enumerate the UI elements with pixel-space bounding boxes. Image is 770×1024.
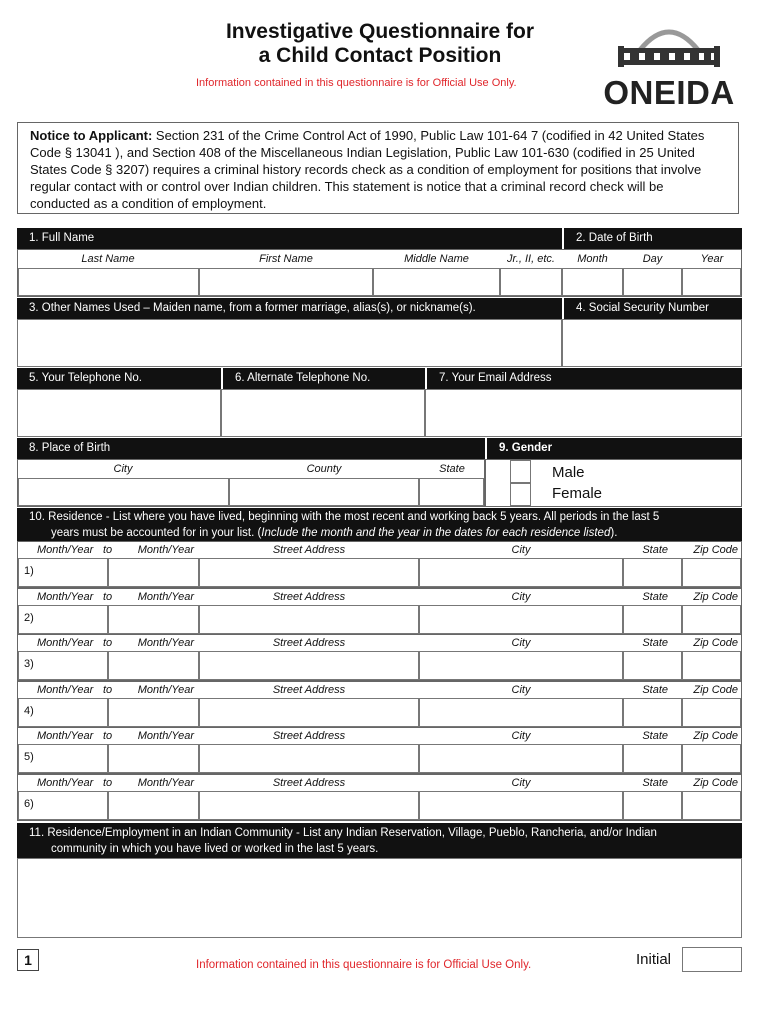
residence-state-label: State bbox=[642, 777, 668, 789]
residence-to-label: Month/Year bbox=[137, 684, 194, 696]
residence-to-input[interactable] bbox=[108, 558, 199, 587]
residence-street-input[interactable] bbox=[199, 791, 419, 820]
residence-street-label: Street Address bbox=[272, 684, 346, 696]
residence-street-label: Street Address bbox=[272, 777, 346, 789]
residence-city-label: City bbox=[511, 544, 531, 556]
residence-state-label: State bbox=[642, 591, 668, 603]
alt-telephone-input[interactable] bbox=[221, 389, 425, 437]
residence-street-label: Street Address bbox=[272, 591, 346, 603]
residence-row-number: 5) bbox=[24, 751, 34, 763]
middle-name-label: Middle Name bbox=[404, 253, 469, 265]
residence-state-label: State bbox=[642, 684, 668, 696]
residence-from-label: Month/Year bbox=[37, 637, 94, 649]
residence-to-input[interactable] bbox=[108, 651, 199, 680]
telephone-header: 5. Your Telephone No. bbox=[17, 368, 221, 389]
residence-to-input[interactable] bbox=[108, 698, 199, 727]
indian-community-header-line1: 11. Residence/Employment in an Indian Community - List any Indian Reservation, Village, Pueblo, Rancheria, and/or Indian bbox=[29, 827, 657, 839]
dob-header: 2. Date of Birth bbox=[562, 228, 742, 249]
birth-county-label: County bbox=[306, 463, 342, 475]
residence-state-input[interactable] bbox=[623, 651, 682, 680]
gender-female-label: Female bbox=[552, 485, 603, 502]
residence-street-input[interactable] bbox=[199, 744, 419, 773]
gender-male-checkbox[interactable] bbox=[510, 460, 531, 483]
residence-zip-input[interactable] bbox=[682, 558, 741, 587]
residence-to-label: Month/Year bbox=[137, 777, 194, 789]
residence-city-input[interactable] bbox=[419, 698, 623, 727]
residence-to-input[interactable] bbox=[108, 791, 199, 820]
residence-zip-input[interactable] bbox=[682, 791, 741, 820]
residence-zip-label: Zip Code bbox=[693, 544, 738, 556]
residence-street-input[interactable] bbox=[199, 651, 419, 680]
ssn-header: 4. Social Security Number bbox=[562, 298, 742, 319]
middle-name-input[interactable] bbox=[373, 268, 500, 296]
residence-city-input[interactable] bbox=[419, 605, 623, 634]
residence-state-label: State bbox=[642, 730, 668, 742]
dob-year-input[interactable] bbox=[682, 268, 741, 296]
residence-zip-label: Zip Code bbox=[693, 777, 738, 789]
residence-zip-label: Zip Code bbox=[693, 730, 738, 742]
residence-zip-input[interactable] bbox=[682, 698, 741, 727]
birth-city-label: City bbox=[113, 463, 133, 475]
other-names-header: 3. Other Names Used – Maiden name, from a former marriage, alias(s), or nickname(s). bbox=[17, 298, 562, 319]
title-line-2: a Child Contact Position bbox=[258, 44, 502, 67]
residence-zip-input[interactable] bbox=[682, 744, 741, 773]
residence-street-input[interactable] bbox=[199, 558, 419, 587]
suffix-label: Jr., II, etc. bbox=[507, 253, 555, 265]
other-names-input[interactable] bbox=[17, 319, 562, 367]
indian-community-header-line2: community in which you have lived or worked in the last 5 years. bbox=[51, 843, 379, 855]
dob-day-label: Day bbox=[642, 253, 663, 265]
footer-official-use-notice: Information contained in this questionnaire is for Official Use Only. bbox=[196, 959, 532, 971]
initial-label: Initial bbox=[636, 951, 672, 968]
residence-city-input[interactable] bbox=[419, 744, 623, 773]
gender-header: 9. Gender bbox=[485, 438, 742, 459]
residence-to-word: to bbox=[103, 777, 113, 789]
last-name-label: Last Name bbox=[81, 253, 135, 265]
alt-telephone-header: 6. Alternate Telephone No. bbox=[221, 368, 425, 389]
residence-street-input[interactable] bbox=[199, 605, 419, 634]
residence-row-number: 1) bbox=[24, 565, 34, 577]
dob-month-input[interactable] bbox=[562, 268, 623, 296]
residence-city-label: City bbox=[511, 730, 531, 742]
residence-to-label: Month/Year bbox=[137, 730, 194, 742]
residence-state-input[interactable] bbox=[623, 558, 682, 587]
residence-zip-label: Zip Code bbox=[693, 637, 738, 649]
residence-to-input[interactable] bbox=[108, 605, 199, 634]
residence-city-input[interactable] bbox=[419, 791, 623, 820]
initial-input[interactable] bbox=[682, 947, 742, 972]
residence-to-label: Month/Year bbox=[137, 544, 194, 556]
oneida-logo bbox=[598, 16, 740, 112]
dob-day-input[interactable] bbox=[623, 268, 682, 296]
email-input[interactable] bbox=[425, 389, 742, 437]
residence-street-label: Street Address bbox=[272, 637, 346, 649]
residence-street-label: Street Address bbox=[272, 544, 346, 556]
first-name-label: First Name bbox=[259, 253, 313, 265]
residence-street-input[interactable] bbox=[199, 698, 419, 727]
residence-header-line1: 10. Residence - List where you have lived, beginning with the most recent and working back 5 years. All periods in the last 5 bbox=[29, 511, 660, 523]
residence-city-label: City bbox=[511, 777, 531, 789]
residence-city-label: City bbox=[511, 591, 531, 603]
residence-to-word: to bbox=[103, 684, 113, 696]
residence-street-label: Street Address bbox=[272, 730, 346, 742]
residence-city-label: City bbox=[511, 637, 531, 649]
oneida-logo-text: ONEIDA bbox=[603, 74, 735, 111]
residence-zip-input[interactable] bbox=[682, 605, 741, 634]
residence-row-number: 2) bbox=[24, 612, 34, 624]
residence-row-number: 4) bbox=[24, 705, 34, 717]
suffix-input[interactable] bbox=[500, 268, 562, 296]
place-of-birth-header: 8. Place of Birth bbox=[17, 438, 485, 459]
birth-state-label: State bbox=[439, 463, 465, 475]
telephone-input[interactable] bbox=[17, 389, 221, 437]
gender-male-label: Male bbox=[552, 464, 585, 481]
residence-to-word: to bbox=[103, 637, 113, 649]
residence-state-label: State bbox=[642, 637, 668, 649]
notice-to-applicant bbox=[17, 122, 739, 214]
residence-state-input[interactable] bbox=[623, 698, 682, 727]
residence-from-label: Month/Year bbox=[37, 777, 94, 789]
residence-to-word: to bbox=[103, 730, 113, 742]
gender-female-checkbox[interactable] bbox=[510, 483, 531, 506]
notice-text: Section 231 of the Crime Control Act of 1990, Public Law 101-64 7 (codified in 42 United States Code § 13041 ), and Section 408 of the Miscellaneous Indian Legislation, Public Law 101-630 (codified in 25 United States Code § 3207) requires a criminal history records check as a condition of employment for positions that involve regular contact with or control over Indian children. This statement is notice that a criminal record check will be conducted as a condition of employment. bbox=[30, 128, 705, 211]
residence-to-word: to bbox=[103, 591, 113, 603]
residence-header-line2: years must be accounted for in your list. (Include the month and the year in the dates for each residence listed). bbox=[51, 527, 618, 539]
email-header: 7. Your Email Address bbox=[425, 368, 742, 389]
full-name-header: 1. Full Name bbox=[17, 228, 562, 249]
residence-state-label: State bbox=[642, 544, 668, 556]
dob-month-label: Month bbox=[577, 253, 608, 265]
residence-row-number: 6) bbox=[24, 798, 34, 810]
first-name-input[interactable] bbox=[199, 268, 373, 296]
residence-row-number: 3) bbox=[24, 658, 34, 670]
title-line-1: Investigative Questionnaire for bbox=[225, 20, 535, 43]
birth-state-input[interactable] bbox=[419, 478, 484, 506]
last-name-input[interactable] bbox=[18, 268, 199, 296]
indian-community-header bbox=[17, 823, 742, 858]
residence-to-word: to bbox=[103, 544, 113, 556]
residence-from-label: Month/Year bbox=[37, 591, 94, 603]
residence-zip-label: Zip Code bbox=[693, 591, 738, 603]
residence-from-label: Month/Year bbox=[37, 544, 94, 556]
residence-state-input[interactable] bbox=[623, 744, 682, 773]
form-title bbox=[180, 20, 580, 68]
residence-state-input[interactable] bbox=[623, 791, 682, 820]
birth-county-input[interactable] bbox=[229, 478, 419, 506]
residence-to-label: Month/Year bbox=[137, 637, 194, 649]
residence-state-input[interactable] bbox=[623, 605, 682, 634]
residence-to-label: Month/Year bbox=[137, 591, 194, 603]
dob-year-label: Year bbox=[700, 253, 724, 265]
official-use-notice: Information contained in this questionnaire is for Official Use Only. bbox=[196, 77, 517, 89]
residence-city-input[interactable] bbox=[419, 651, 623, 680]
residence-zip-label: Zip Code bbox=[693, 684, 738, 696]
birth-city-input[interactable] bbox=[18, 478, 229, 506]
residence-from-label: Month/Year bbox=[37, 730, 94, 742]
page-number: 1 bbox=[17, 949, 39, 971]
ssn-input[interactable] bbox=[562, 319, 742, 367]
residence-zip-input[interactable] bbox=[682, 651, 741, 680]
residence-from-label: Month/Year bbox=[37, 684, 94, 696]
residence-to-input[interactable] bbox=[108, 744, 199, 773]
indian-community-input[interactable] bbox=[17, 858, 742, 938]
notice-label: Notice to Applicant: bbox=[30, 128, 153, 143]
residence-city-label: City bbox=[511, 684, 531, 696]
residence-city-input[interactable] bbox=[419, 558, 623, 587]
residence-header bbox=[17, 508, 742, 541]
